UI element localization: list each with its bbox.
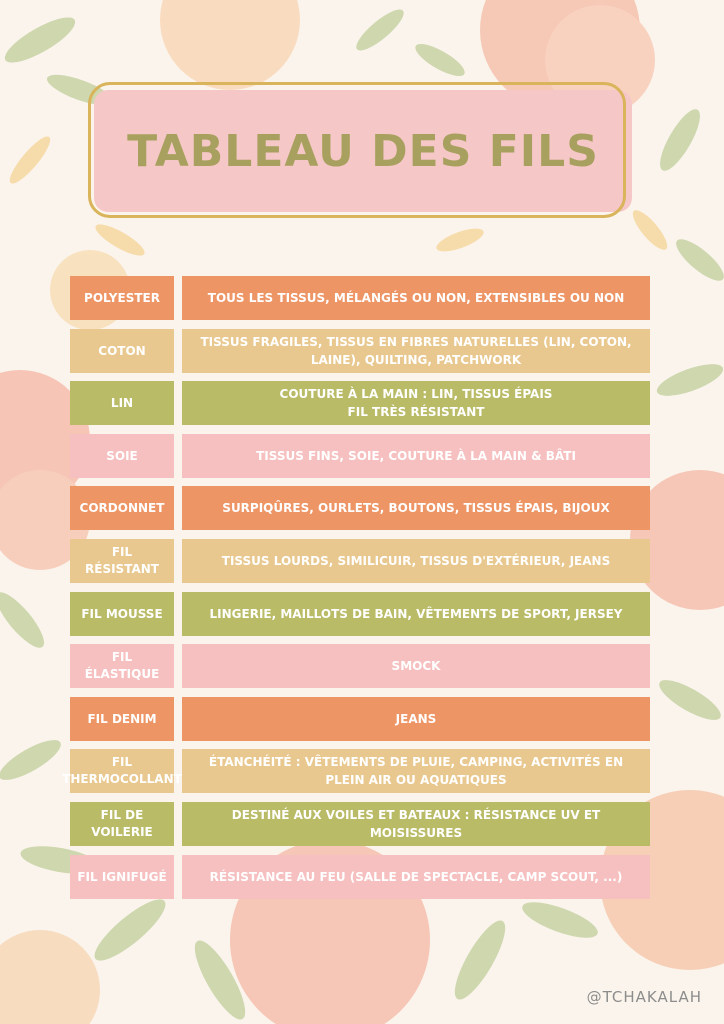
thread-name: CORDONNET: [70, 486, 174, 530]
thread-name: FIL ÉLASTIQUE: [70, 644, 174, 688]
thread-name: FIL IGNIFUGÉ: [70, 855, 174, 899]
table-row: [62, 749, 650, 793]
table-row: [70, 539, 650, 583]
thread-usage: SURPIQÛRES, OURLETS, BOUTONS, TISSUS ÉPAIS, BIJOUX: [182, 486, 650, 530]
thread-usage: TISSUS LOURDS, SIMILICUIR, TISSUS D'EXTÉRIEUR, JEANS: [182, 539, 650, 583]
thread-usage: COUTURE À LA MAIN : LIN, TISSUS ÉPAIS FIL TRÈS RÉSISTANT: [182, 381, 650, 425]
thread-usage: LINGERIE, MAILLOTS DE BAIN, VÊTEMENTS DE SPORT, JERSEY: [182, 592, 650, 636]
table-row: [70, 802, 650, 846]
thread-name: FIL RÉSISTANT: [70, 539, 174, 583]
table-row: [70, 592, 650, 636]
table-row: [70, 381, 650, 425]
thread-name: FIL DENIM: [70, 697, 174, 741]
thread-name: SOIE: [70, 434, 174, 478]
thread-name: POLYESTER: [70, 276, 174, 320]
table-row: [70, 644, 650, 688]
table-row: [70, 434, 650, 478]
thread-name: FIL MOUSSE: [70, 592, 174, 636]
title-banner: [88, 76, 640, 228]
thread-name: LIN: [70, 381, 174, 425]
thread-usage: TISSUS FRAGILES, TISSUS EN FIBRES NATURELLES (LIN, COTON, LAINE), QUILTING, PATCHWORK: [182, 329, 650, 373]
thread-usage: DESTINÉ AUX VOILES ET BATEAUX : RÉSISTANCE UV ET MOISISSURES: [182, 802, 650, 846]
thread-usage: ÉTANCHÉITÉ : VÊTEMENTS DE PLUIE, CAMPING, ACTIVITÉS EN PLEIN AIR OU AQUATIQUES: [182, 749, 650, 793]
table-row: [70, 855, 650, 899]
thread-usage: SMOCK: [182, 644, 650, 688]
page-title: TABLEAU DES FILS: [127, 125, 599, 177]
thread-name: COTON: [70, 329, 174, 373]
thread-usage: TOUS LES TISSUS, MÉLANGÉS OU NON, EXTENSIBLES OU NON: [182, 276, 650, 320]
table-row: [70, 697, 650, 741]
table-row: [70, 486, 650, 530]
table-row: [70, 276, 650, 320]
thread-usage: RÉSISTANCE AU FEU (SALLE DE SPECTACLE, CAMP SCOUT, ...): [182, 855, 650, 899]
table-row: [70, 329, 650, 373]
author-handle: @TCHAKALAH: [586, 988, 702, 1006]
thread-usage: JEANS: [182, 697, 650, 741]
thread-usage: TISSUS FINS, SOIE, COUTURE À LA MAIN & BÂTI: [182, 434, 650, 478]
thread-name: FIL THERMOCOLLANT: [70, 749, 174, 793]
thread-name: FIL DE VOILERIE: [70, 802, 174, 846]
